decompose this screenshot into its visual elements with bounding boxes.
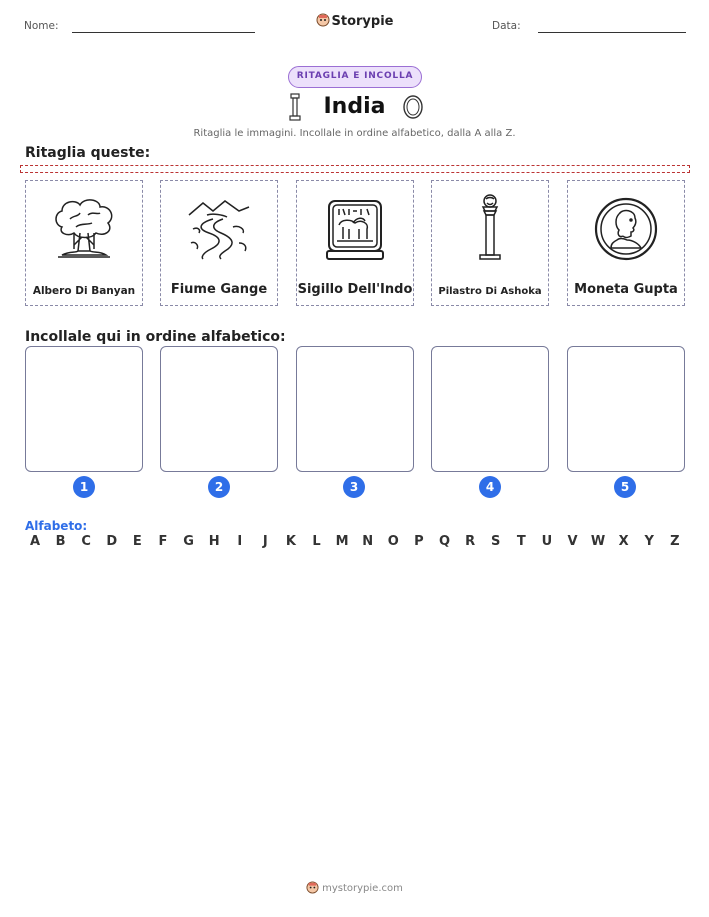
slot-number-5: 5 <box>614 476 636 498</box>
cut-card-indus-seal[interactable] <box>296 180 414 306</box>
alphabet-letter: U <box>541 534 553 549</box>
alphabet-letter: L <box>312 534 321 549</box>
slot-number-2: 2 <box>208 476 230 498</box>
alphabet-letter: B <box>55 534 66 549</box>
alphabet-letter: I <box>237 534 243 549</box>
paste-slot-4[interactable] <box>431 346 549 472</box>
storypie-logo-icon <box>316 13 330 27</box>
activity-badge: RITAGLIA E INCOLLA <box>288 66 422 88</box>
alphabet-letter: D <box>106 534 118 549</box>
cut-section-title: Ritaglia queste: <box>25 145 151 161</box>
alphabet-letter: Z <box>670 534 680 549</box>
river-icon <box>183 193 255 265</box>
alphabet-letter: O <box>387 534 399 549</box>
slot-number-4: 4 <box>479 476 501 498</box>
alphabet-letter: E <box>132 534 142 549</box>
footer <box>0 881 709 894</box>
instructions: Ritaglia le immagini. Incollale in ordine alfabetico, dalla A alla Z. <box>193 128 516 139</box>
alphabet-letter: P <box>414 534 424 549</box>
gupta-coin-icon <box>593 196 659 262</box>
alphabet-letter: N <box>362 534 374 549</box>
alphabet-letter: J <box>262 534 268 549</box>
card-label: Moneta Gupta <box>574 282 678 297</box>
name-label: Nome: <box>24 20 59 32</box>
alphabet-letter: C <box>81 534 91 549</box>
brand-logo <box>0 13 709 29</box>
alphabet-letter: M <box>335 534 349 549</box>
cut-card-ganges[interactable] <box>160 180 278 306</box>
cut-card-ashoka-pillar[interactable] <box>431 180 549 306</box>
storypie-logo-icon <box>306 881 319 894</box>
alphabet-letter: Y <box>644 534 654 549</box>
alphabet-letter: W <box>590 534 606 549</box>
slot-number-1: 1 <box>73 476 95 498</box>
alphabet-letter: R <box>465 534 476 549</box>
cut-card-banyan[interactable] <box>25 180 143 306</box>
banyan-tree-icon <box>48 193 120 265</box>
indus-seal-icon <box>323 195 387 263</box>
alphabet-letter: K <box>285 534 296 549</box>
date-label: Data: <box>492 20 521 32</box>
paste-section-title: Incollale qui in ordine alfabetico: <box>25 329 286 345</box>
alphabet-row <box>25 534 685 549</box>
coin-icon <box>402 94 424 120</box>
alphabet-letter: S <box>491 534 501 549</box>
date-line <box>538 32 686 33</box>
card-label: Fiume Gange <box>170 282 268 297</box>
footer-url[interactable]: mystorypie.com <box>322 883 403 894</box>
title-row <box>0 92 709 124</box>
card-label: Pilastro Di Ashoka <box>438 286 542 297</box>
ashoka-pillar-icon <box>474 193 506 265</box>
paste-slot-1[interactable] <box>25 346 143 472</box>
paste-slot-3[interactable] <box>296 346 414 472</box>
alphabet-letter: X <box>618 534 629 549</box>
slot-number-3: 3 <box>343 476 365 498</box>
alphabet-letter: T <box>516 534 526 549</box>
paste-slot-2[interactable] <box>160 346 278 472</box>
card-label: Albero Di Banyan <box>32 285 136 297</box>
alphabet-title: Alfabeto: <box>25 519 88 533</box>
alphabet-letter: G <box>183 534 194 549</box>
alphabet-letter: F <box>158 534 168 549</box>
name-line <box>72 32 255 33</box>
cut-line <box>20 165 690 173</box>
paste-slot-5[interactable] <box>567 346 685 472</box>
cut-card-gupta-coin[interactable] <box>567 180 685 306</box>
brand-name: Storypie <box>331 14 394 29</box>
card-label: Sigillo Dell'Indo <box>297 282 413 297</box>
alphabet-letter: V <box>567 534 578 549</box>
alphabet-letter: Q <box>438 534 451 549</box>
page-title: India <box>323 94 386 119</box>
alphabet-letter: H <box>208 534 220 549</box>
alphabet-letter: A <box>29 534 41 549</box>
